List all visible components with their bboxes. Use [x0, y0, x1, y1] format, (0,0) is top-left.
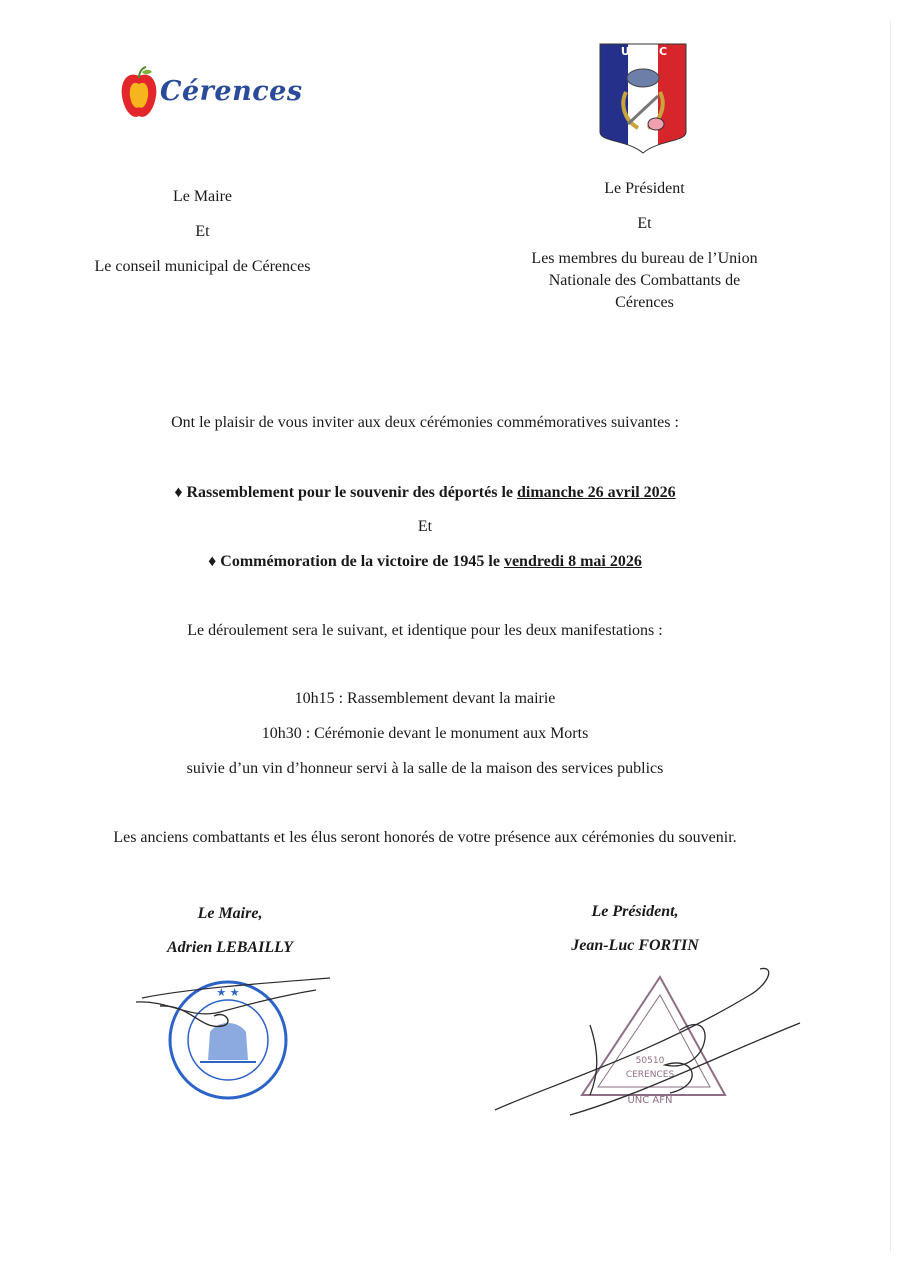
header-right — [503, 178, 786, 318]
president-signature-block — [510, 901, 760, 957]
unc-letters: UNC — [620, 45, 678, 58]
president-signature-title: Le Président, — [591, 903, 679, 920]
page-fold-line — [890, 20, 891, 1253]
bullet-icon: ♦ — [208, 553, 217, 570]
svg-text:★ ★: ★ ★ — [216, 986, 240, 999]
schedule-item: 10h30 : Cérémonie devant le monument aux Morts — [261, 725, 589, 742]
mayor-signature-title: Le Maire, — [197, 905, 263, 922]
header-left-connector: Et — [195, 223, 210, 240]
event-2-text: Commémoration de la victoire de 1945 le — [220, 553, 504, 570]
bullet-icon: ♦ — [174, 484, 183, 501]
svg-text:CERENCES: CERENCES — [625, 1070, 675, 1080]
closing-line: Les anciens combattants et les élus seront honorés de votre présence aux cérémonies du souvenir. — [113, 829, 737, 846]
event-2-date: vendredi 8 mai 2026 — [503, 553, 642, 570]
apple-icon — [120, 66, 158, 122]
mayor-signature-name: Adrien LEBAILLY — [166, 939, 294, 956]
event-1-text: Rassemblement pour le souvenir des déportés le — [186, 484, 517, 501]
president-signature-name: Jean-Luc FORTIN — [571, 937, 699, 954]
unc-logo — [598, 42, 688, 154]
mairie-stamp — [130, 960, 340, 1105]
municipal-council: Le conseil municipal de Cérences — [94, 258, 311, 275]
mayor-signature-block — [100, 903, 360, 959]
header-left — [60, 186, 345, 276]
event-1-date: dimanche 26 avril 2026 — [517, 484, 676, 501]
event-2 — [0, 551, 850, 573]
schedule-item: 10h15 : Rassemblement devant la mairie — [294, 690, 556, 707]
bureau-line-3: Cérences — [615, 294, 674, 311]
event-1 — [0, 482, 850, 504]
svg-text:50510: 50510 — [635, 1056, 665, 1066]
cerences-logo — [120, 66, 303, 126]
header-right-connector: Et — [637, 215, 652, 232]
president-title: Le Président — [604, 180, 685, 197]
invitation-intro: Ont le plaisir de vous inviter aux deux cérémonies commémoratives suivantes : — [171, 414, 679, 431]
unc-shield-icon — [598, 42, 688, 154]
bureau-line-1: Les membres du bureau de l’Union — [531, 250, 758, 267]
bureau-line-2: Nationale des Combattants de — [548, 272, 741, 289]
schedule-item: suivie d’un vin d’honneur servi à la salle de la maison des services publics — [186, 760, 664, 777]
svg-text:UNC AFN: UNC AFN — [627, 1095, 673, 1106]
mayor-title: Le Maire — [172, 188, 233, 205]
cerences-wordmark: Cérences — [160, 76, 303, 107]
unc-stamp — [490, 955, 810, 1120]
events-connector: Et — [417, 518, 433, 535]
schedule-intro: Le déroulement sera le suivant, et identique pour les deux manifestations : — [187, 622, 663, 639]
